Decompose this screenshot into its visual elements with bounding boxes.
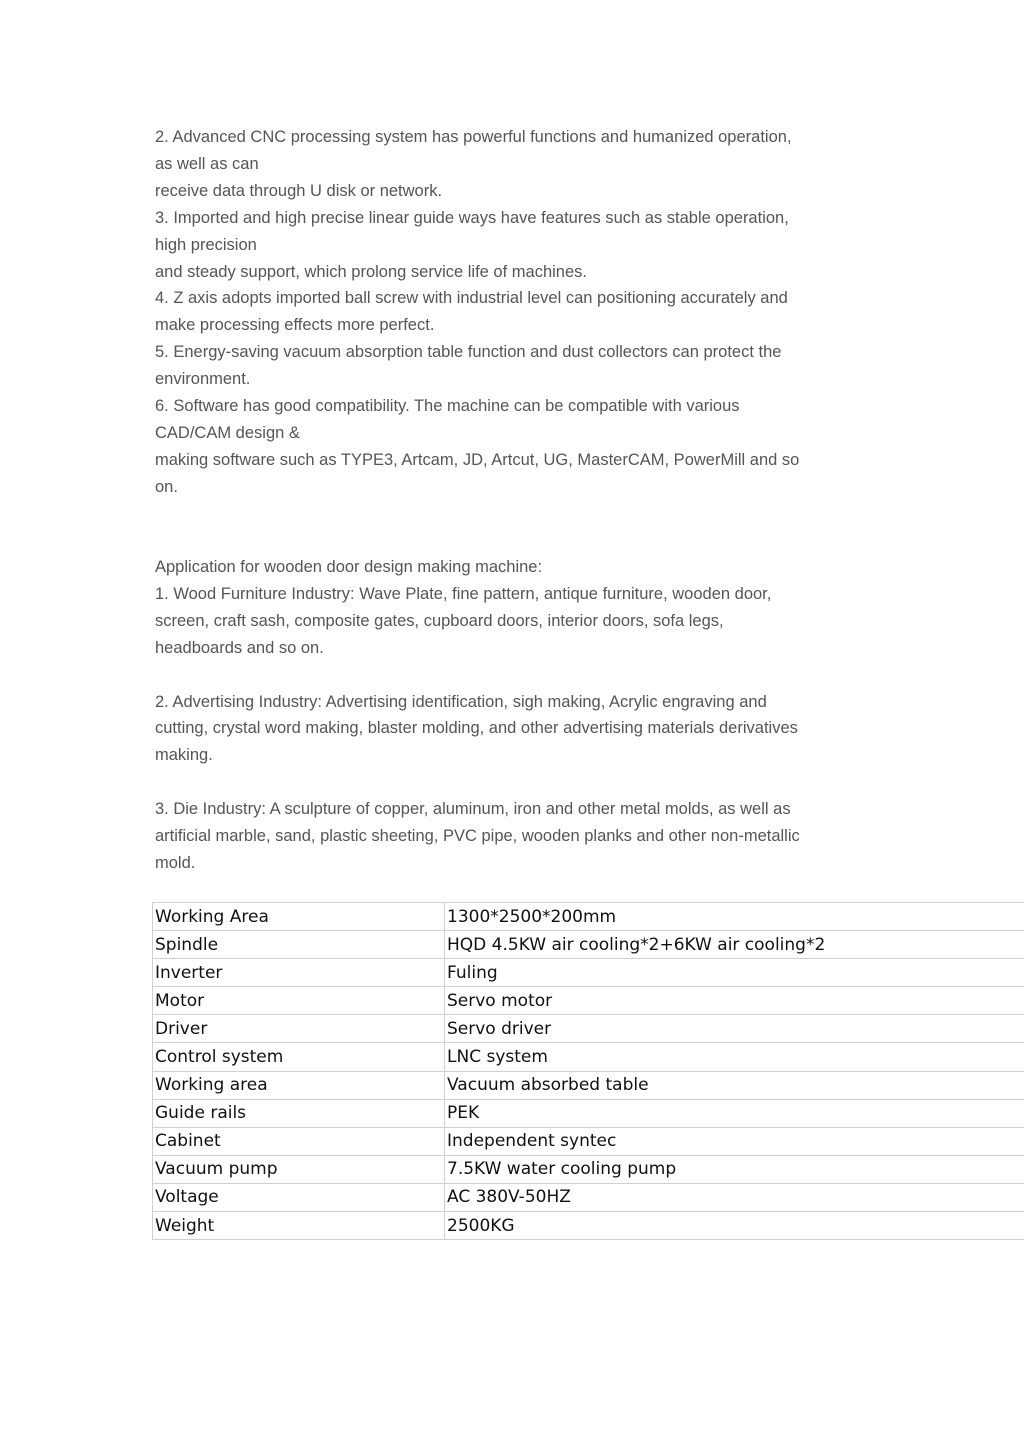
applications-heading: Application for wooden door design making machine: (155, 558, 543, 576)
spec-key: Cabinet (153, 1127, 445, 1155)
spec-value: AC 380V-50HZ (445, 1183, 1024, 1211)
feature-line: 4. Z axis adopts imported ball screw with industrial level can positioning accurately and (155, 289, 788, 308)
table-row (153, 1015, 1024, 1043)
table-row (153, 1183, 1024, 1211)
application-line: making. (155, 746, 213, 765)
table-row (153, 1071, 1024, 1099)
spec-key: Weight (153, 1212, 445, 1240)
feature-line: and steady support, which prolong service life of machines. (155, 262, 587, 281)
table-row (153, 1127, 1024, 1155)
spec-key: Spindle (153, 931, 445, 959)
application-item-advertising (155, 689, 875, 770)
paragraph-gap (155, 769, 875, 796)
paragraph-gap (155, 662, 875, 689)
feature-line: 6. Software has good compatibility. The machine can be compatible with various (155, 397, 740, 416)
spec-value: Vacuum absorbed table (445, 1071, 1024, 1099)
feature-line: high precision (155, 235, 257, 254)
application-line: 3. Die Industry: A sculpture of copper, aluminum, iron and other metal molds, as well as (155, 800, 791, 819)
feature-line: making software such as TYPE3, Artcam, JD, Artcut, UG, MasterCAM, PowerMill and so (155, 450, 800, 469)
table-row (153, 959, 1024, 987)
spec-key: Inverter (153, 959, 445, 987)
spec-key: Motor (153, 987, 445, 1015)
table-row (153, 1043, 1024, 1071)
feature-line: make processing effects more perfect. (155, 316, 435, 335)
application-line: cutting, crystal word making, blaster molding, and other advertising materials derivatives (155, 719, 798, 738)
feature-line: 2. Advanced CNC processing system has powerful functions and humanized operation, (155, 128, 792, 146)
application-line: 2. Advertising Industry: Advertising identification, sigh making, Acrylic engraving and (155, 692, 767, 711)
spec-value: 7.5KW water cooling pump (445, 1155, 1024, 1183)
spec-key: Working area (153, 1071, 445, 1099)
table-row (153, 903, 1024, 931)
application-line: artificial marble, sand, plastic sheeting, PVC pipe, wooden planks and other non-metallic (155, 827, 800, 846)
spec-key: Guide rails (153, 1099, 445, 1127)
spec-value: HQD 4.5KW air cooling*2+6KW air cooling*2 (445, 931, 1024, 959)
spec-value: Fuling (445, 959, 1024, 987)
spec-value: LNC system (445, 1043, 1024, 1071)
spec-value: Independent syntec (445, 1127, 1024, 1155)
feature-line: receive data through U disk or network. (155, 181, 443, 200)
feature-line: as well as can (155, 154, 259, 173)
feature-line: 3. Imported and high precise linear guide ways have features such as stable operation, (155, 208, 789, 227)
spec-key: Control system (153, 1043, 445, 1071)
spec-value: Servo driver (445, 1015, 1024, 1043)
table-row (153, 1155, 1024, 1183)
spec-value: 1300*2500*200mm (445, 903, 1024, 931)
spec-key: Working Area (153, 903, 445, 931)
application-item-die (155, 796, 875, 877)
feature-line: environment. (155, 370, 251, 389)
spec-value: Servo motor (445, 987, 1024, 1015)
application-line: screen, craft sash, composite gates, cupboard doors, interior doors, sofa legs, (155, 611, 724, 630)
spec-value: PEK (445, 1099, 1024, 1127)
application-line: headboards and so on. (155, 638, 324, 657)
features-list (155, 124, 875, 501)
spec-key: Vacuum pump (153, 1155, 445, 1183)
application-item-wood-furniture (155, 581, 875, 662)
spec-key: Voltage (153, 1183, 445, 1211)
applications-section (155, 554, 875, 877)
spec-table (152, 902, 1024, 1240)
table-row (153, 1212, 1024, 1240)
feature-line: on. (155, 477, 178, 496)
feature-line: CAD/CAM design & (155, 423, 300, 442)
table-row (153, 1099, 1024, 1127)
feature-line: 5. Energy-saving vacuum absorption table function and dust collectors can protect the (155, 343, 782, 362)
table-row (153, 931, 1024, 959)
table-row (153, 987, 1024, 1015)
application-line: mold. (155, 853, 196, 872)
spec-key: Driver (153, 1015, 445, 1043)
spec-value: 2500KG (445, 1212, 1024, 1240)
application-line: 1. Wood Furniture Industry: Wave Plate, fine pattern, antique furniture, wooden door, (155, 584, 772, 603)
